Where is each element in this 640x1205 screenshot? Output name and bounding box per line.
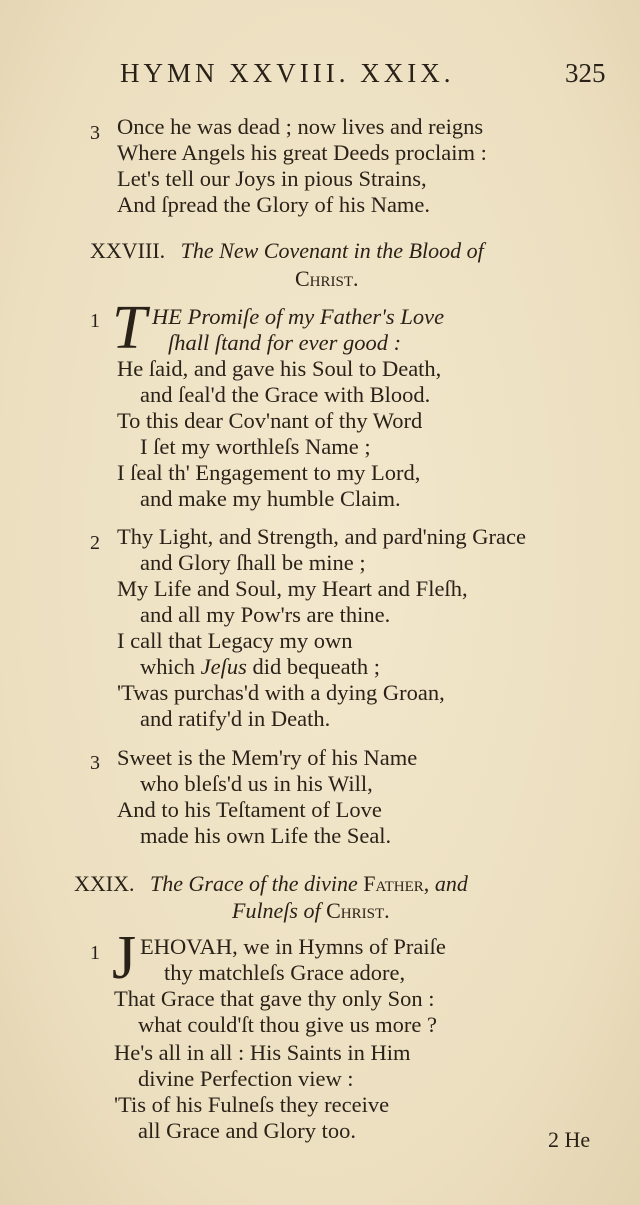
verse-number: 3 <box>90 122 100 144</box>
hymn-title-and: and <box>434 871 468 896</box>
verse-line: 'Tis of his Fulneſs they receive <box>114 1092 390 1117</box>
hymn-title-father: Father, <box>363 871 430 896</box>
verse-number: 3 <box>90 752 100 774</box>
hymn-title: The New Covenant in the Blood of <box>180 238 484 263</box>
verse-line: Thy Light, and Strength, and pard'ning Grace <box>117 524 526 549</box>
verse-number: 2 <box>90 532 100 554</box>
verse-line: Once he was dead ; now lives and reigns <box>117 114 484 139</box>
hymn-title-continued: Christ. <box>295 266 359 291</box>
verse-word-jesus: Jeſus <box>200 654 247 679</box>
verse-line: made his own Life the Seal. <box>140 823 392 848</box>
verse-line: He ſaid, and gave his Soul to Death, <box>117 356 442 381</box>
verse-word: which <box>140 654 195 679</box>
drop-cap: T <box>112 294 147 362</box>
verse-line: Where Angels his great Deeds proclaim : <box>117 140 487 165</box>
verse-line: ſhall ſtand for ever good : <box>168 330 402 355</box>
verse-line: divine Perfection view : <box>138 1066 354 1091</box>
hymn-title-continued <box>232 898 390 924</box>
hymn-title: The Grace of the divine <box>150 871 358 896</box>
hymn-heading <box>90 238 484 264</box>
page-header <box>0 58 640 94</box>
verse-line: To this dear Cov'nant of thy Word <box>117 408 423 433</box>
catchword: 2 He <box>548 1127 591 1152</box>
verse-number: 1 <box>90 310 100 332</box>
verse-line: And ſpread the Glory of his Name. <box>117 192 431 217</box>
verse-line: HE Promiſe of my Father's Love <box>152 304 445 329</box>
verse-line: 'Twas purchas'd with a dying Groan, <box>117 680 445 705</box>
verse-line: My Life and Soul, my Heart and Fleſh, <box>117 576 468 601</box>
verse-line: what could'ſt thou give us more ? <box>138 1012 437 1037</box>
verse-line: That Grace that gave thy only Son : <box>114 986 435 1011</box>
verse-line <box>140 654 380 680</box>
verse-line: I ſet my worthleſs Name ; <box>140 434 371 459</box>
verse-line: and Glory ſhall be mine ; <box>140 550 366 575</box>
verse-number: 1 <box>90 942 100 964</box>
verse-line: And to his Teſtament of Love <box>117 797 382 822</box>
verse-line: and ratify'd in Death. <box>140 706 331 731</box>
verse-line: and ſeal'd the Grace with Blood. <box>140 382 431 407</box>
drop-cap: J <box>112 924 137 992</box>
verse-line: I call that Legacy my own <box>117 628 353 653</box>
verse-line: and make my humble Claim. <box>140 486 401 511</box>
hymn-numeral: XXVIII. <box>90 238 166 263</box>
verse-line: who bleſs'd us in his Will, <box>140 771 373 796</box>
hymn-numeral: XXIX. <box>74 871 135 896</box>
verse-line: thy matchleſs Grace adore, <box>164 960 406 985</box>
hymn-title: Fulneſs of <box>232 898 321 923</box>
verse-line: Let's tell our Joys in pious Strains, <box>117 166 427 191</box>
hymn-heading <box>74 871 468 897</box>
verse-line: EHOVAH, we in Hymns of Praiſe <box>140 934 446 959</box>
verse-line: Sweet is the Mem'ry of his Name <box>117 745 418 770</box>
running-head: HYMN XXVIII. XXIX. <box>120 58 455 88</box>
verse-line: I ſeal th' Engagement to my Lord, <box>117 460 421 485</box>
verse-line: all Grace and Glory too. <box>138 1118 357 1143</box>
verse-line: and all my Pow'rs are thine. <box>140 602 391 627</box>
hymn-title-christ: Christ. <box>326 898 390 923</box>
verse-word: did bequeath ; <box>252 654 380 679</box>
verse-line: He's all in all : His Saints in Him <box>114 1040 411 1065</box>
page-number: 325 <box>565 58 606 88</box>
